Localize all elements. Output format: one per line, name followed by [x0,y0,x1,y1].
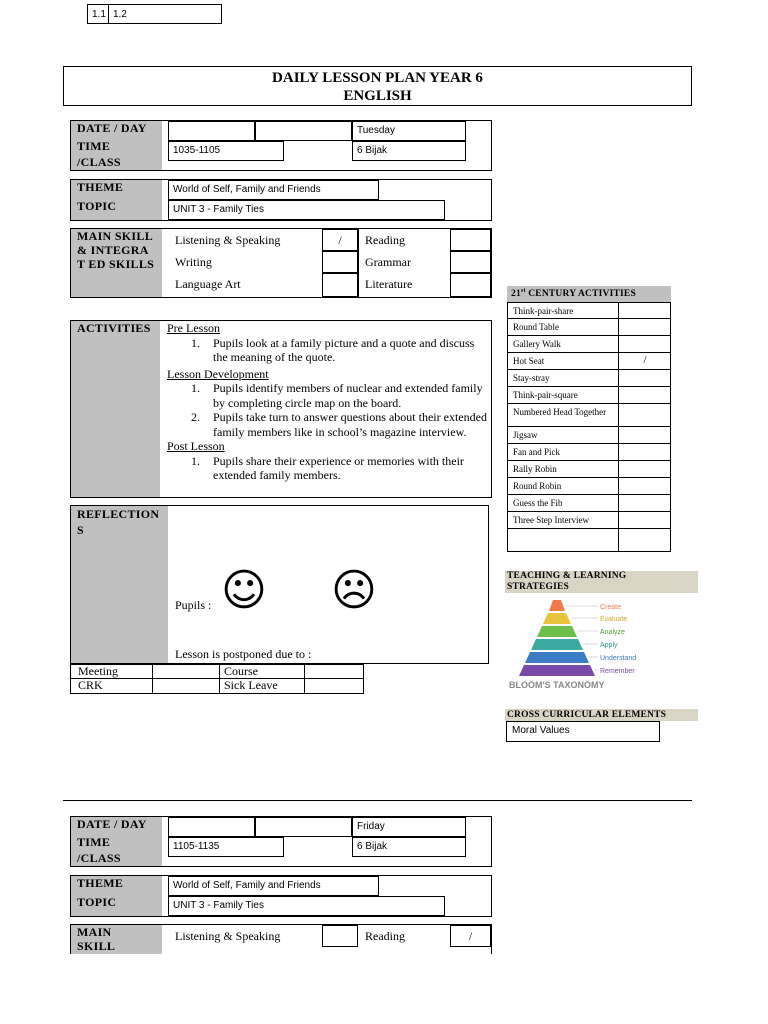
cce-header-text: CROSS CURRICULAR ELEMENTS [507,710,667,720]
c21-activity-mark: / [643,354,647,366]
c21-activity-name: Hot Seat [513,356,545,366]
dev-item-text-1: Pupils identify members of nuclear and extended family by completing circle map on the board. [213,381,483,410]
tls-header-text: TEACHING & LEARNING STRATEGIES [507,571,627,592]
skills-label-cell-2 [71,925,162,954]
theme-topic-block [70,179,492,221]
c21-activity-check[interactable] [618,387,619,403]
bloom-image [505,596,645,694]
theme-label-cell-2 [71,876,162,916]
pupils-label: Pupils : [175,598,212,612]
page-subtitle: ENGLISH [343,88,412,104]
date-day-label: DATE / DAY [77,121,147,135]
bloom-label-analyze: Analyze [600,629,625,636]
c21-activity-name: Three Step Interview [513,515,589,525]
c21-activity-check[interactable] [618,529,619,551]
dev-item [167,410,487,439]
dev-item [167,381,487,410]
topic-value-2: UNIT 3 - Family Ties [173,900,264,911]
skill-reading-box[interactable] [450,229,491,251]
class-value-2: 6 Bijak [357,841,388,852]
time-class-label: TIME /CLASS [77,139,121,169]
time-class-label-2: TIME /CLASS [77,835,121,865]
skills-label-cell [71,229,162,297]
activities-block [70,320,492,498]
c21-activity-name: Fan and Pick [513,447,560,457]
date-label-cell-2 [71,817,162,866]
c21-header-text: 21st CENTURY ACTIVITIES [511,288,636,300]
date-label-cell [71,121,162,170]
theme-label-2: THEME [77,876,124,890]
topic-field-2[interactable] [168,896,445,916]
day-field-2[interactable] [352,817,466,837]
activities-label: ACTIVITIES [77,321,151,335]
reason-crk-cell[interactable] [70,678,153,694]
c21-activity-name: Rally Robin [513,464,557,474]
skill-literature-box[interactable] [450,273,491,297]
c21-row [507,461,671,478]
bloom-label-create: Create [600,604,622,611]
pre-item [167,336,487,365]
skill-listening-mark: / [338,233,342,247]
bloom-caption: BLOOM'S TAXONOMY [509,680,605,690]
c21-row [507,427,671,444]
reason-crk-check[interactable] [152,678,220,694]
c21-row [507,495,671,512]
skill-listening-box[interactable] [322,229,358,251]
skills-divider [358,229,359,297]
bloom-level-analyze [537,626,577,637]
theme-value: World of Self, Family and Friends [173,184,321,195]
c21-row [507,302,671,319]
date-field[interactable] [168,121,255,141]
c21-activity-check[interactable] [618,495,619,511]
c21-activity-check[interactable] [618,461,619,477]
skill-reading-2: Reading [365,929,405,943]
date-field-b2[interactable] [255,817,352,837]
theme-value-2: World of Self, Family and Friends [173,880,321,891]
c21-row [507,512,671,529]
bloom-label-apply: Apply [600,642,618,649]
c21-row [507,444,671,461]
day-field[interactable] [352,121,466,141]
c21-activity-name: Stay-stray [513,373,550,383]
c21-activity-check[interactable] [618,404,619,426]
c21-row [507,404,671,427]
theme-field[interactable] [168,180,379,200]
class-field[interactable] [352,141,466,161]
day-value: Tuesday [357,125,395,136]
c21-row [507,336,671,353]
bloom-level-create [549,600,565,611]
bloom-level-understand [525,652,589,663]
reflections-label-cell [71,506,168,663]
ref-b: 1.2 [113,9,127,20]
reason-meeting-cell[interactable] [70,664,153,679]
date-field-b[interactable] [168,817,255,837]
cce-value: Moral Values [512,725,570,736]
dev-item-number-1: 1. [191,381,200,395]
c21-activity-name: Jigsaw [513,430,538,440]
reason-sick-check[interactable] [304,678,364,694]
c21-activity-check[interactable] [618,303,619,318]
reflections-label: REFLECTION S [77,507,160,537]
activities-content [167,321,487,483]
day-value-2: Friday [357,821,385,832]
time-value: 1035-1105 [173,145,221,156]
c21-activity-check[interactable] [618,427,619,443]
bloom-level-evaluate [543,613,571,624]
skill-reading-mark-2: / [468,929,473,943]
reason-meeting-check[interactable] [152,664,220,679]
skill-writing: Writing [175,255,212,269]
c21-row [507,387,671,404]
skill-writing-box[interactable] [322,251,358,273]
reason-sick-cell[interactable] [219,678,305,694]
post-item [167,454,487,483]
skill-listening: Listening & Speaking [175,233,281,247]
happy-face-icon[interactable]: ☺ [221,565,267,616]
class-field-2[interactable] [352,837,466,857]
theme-topic-block-2 [70,875,492,917]
reason-meeting: Meeting [78,664,118,678]
skill-grammar: Grammar [365,255,411,269]
reason-course-cell[interactable] [219,664,305,679]
theme-label-cell [71,180,162,220]
skill-grammar-box[interactable] [450,251,491,273]
topic-value: UNIT 3 - Family Ties [173,204,264,215]
ref-a: 1.1 [92,9,106,20]
c21-activity-name: Think-pair-share [513,306,574,316]
bloom-label-remember: Remember [600,668,635,675]
c21-activity-name: Think-pair-square [513,390,578,400]
topic-label-2: TOPIC [77,895,117,909]
skill-reading: Reading [365,233,405,247]
class-value: 6 Bijak [357,145,388,156]
reflections-block [70,505,489,664]
c21-row [507,478,671,495]
c21-row [507,370,671,387]
c21-row [507,353,671,370]
c21-activity-check[interactable] [618,370,619,386]
post-item-text: Pupils share their experience or memories with their extended family members. [213,453,464,482]
skill-listening-box-2[interactable] [322,925,358,947]
ref-box [87,4,222,24]
theme-label: THEME [77,180,124,194]
skill-language-art: Language Art [175,277,241,291]
post-lesson-heading: Post Lesson [167,439,225,453]
pre-item-text: Pupils look at a family picture and a quote and discuss the meaning of the quote. [213,335,475,364]
date-field-2[interactable] [255,121,352,141]
c21-activity-check[interactable] [618,319,619,335]
main-skill-label-2: MAIN SKILL [77,925,116,953]
bloom-level-apply [531,639,583,650]
c21-activity-name [513,529,618,532]
cce-header [505,709,698,721]
skill-listening-2: Listening & Speaking [175,929,281,943]
time-value-2: 1105-1135 [173,841,220,852]
dev-item-number-2: 2. [191,410,200,424]
c21-activity-name: Gallery Walk [513,339,561,349]
skill-literature: Literature [365,277,413,291]
c21-activity-name: Numbered Head Together [513,407,607,417]
reason-sick-leave: Sick Leave [224,678,278,692]
c21-activity-check[interactable] [618,336,619,352]
sad-face-icon[interactable]: ☹ [331,565,377,616]
main-skill-label: MAIN SKILL & INTEGRAT ED SKILLS [77,229,155,271]
reason-course: Course [224,664,258,678]
date-day-label-2: DATE / DAY [77,817,147,831]
pre-lesson-heading: Pre Lesson [167,321,220,335]
page-title: DAILY LESSON PLAN YEAR 6 [272,70,483,86]
post-item-number: 1. [191,453,200,468]
tls-header [505,571,698,593]
reason-course-check[interactable] [304,664,364,679]
skills-block [70,228,492,298]
date-time-block [70,120,492,171]
cce-field[interactable] [506,721,660,742]
c21-header [507,286,671,302]
title-box [63,66,692,106]
dev-item-text-2: Pupils take turn to answer questions about their extended family members like in school’s magazine interview. [213,410,487,439]
time-field-2[interactable] [168,837,284,857]
c21-row [507,319,671,336]
lesson-dev-heading: Lesson Development [167,366,269,381]
c21-activity-name: Round Robin [513,481,562,491]
c21-activity-check[interactable] [618,444,619,460]
bloom-level-remember [519,665,595,676]
bloom-label-evaluate: Evaluate [600,616,628,623]
c21-activity-name: Round Table [513,322,559,332]
c21-activity-name: Guess the Fib [513,498,563,508]
activities-label-cell [71,321,160,497]
c21-activity-check[interactable] [618,512,619,528]
ref-divider [108,5,109,23]
postponed-label: Lesson is postponed due to : [175,647,312,661]
pre-item-number: 1. [191,335,200,350]
bloom-label-understand: Understand [600,655,637,662]
skill-reading-box-2[interactable] [450,925,491,947]
theme-field-2[interactable] [168,876,379,896]
reason-crk: CRK [78,678,103,692]
bloom-pyramid-svg [505,596,645,694]
date-time-block-2 [70,816,492,867]
topic-label: TOPIC [77,199,117,213]
time-field[interactable] [168,141,284,161]
c21-row [507,529,671,552]
page-separator [63,800,692,801]
skill-language-art-box[interactable] [322,273,358,297]
topic-field[interactable] [168,200,445,220]
c21-activity-check[interactable] [618,478,619,494]
skills-block-2 [70,924,492,954]
postpone-grid [70,664,364,694]
